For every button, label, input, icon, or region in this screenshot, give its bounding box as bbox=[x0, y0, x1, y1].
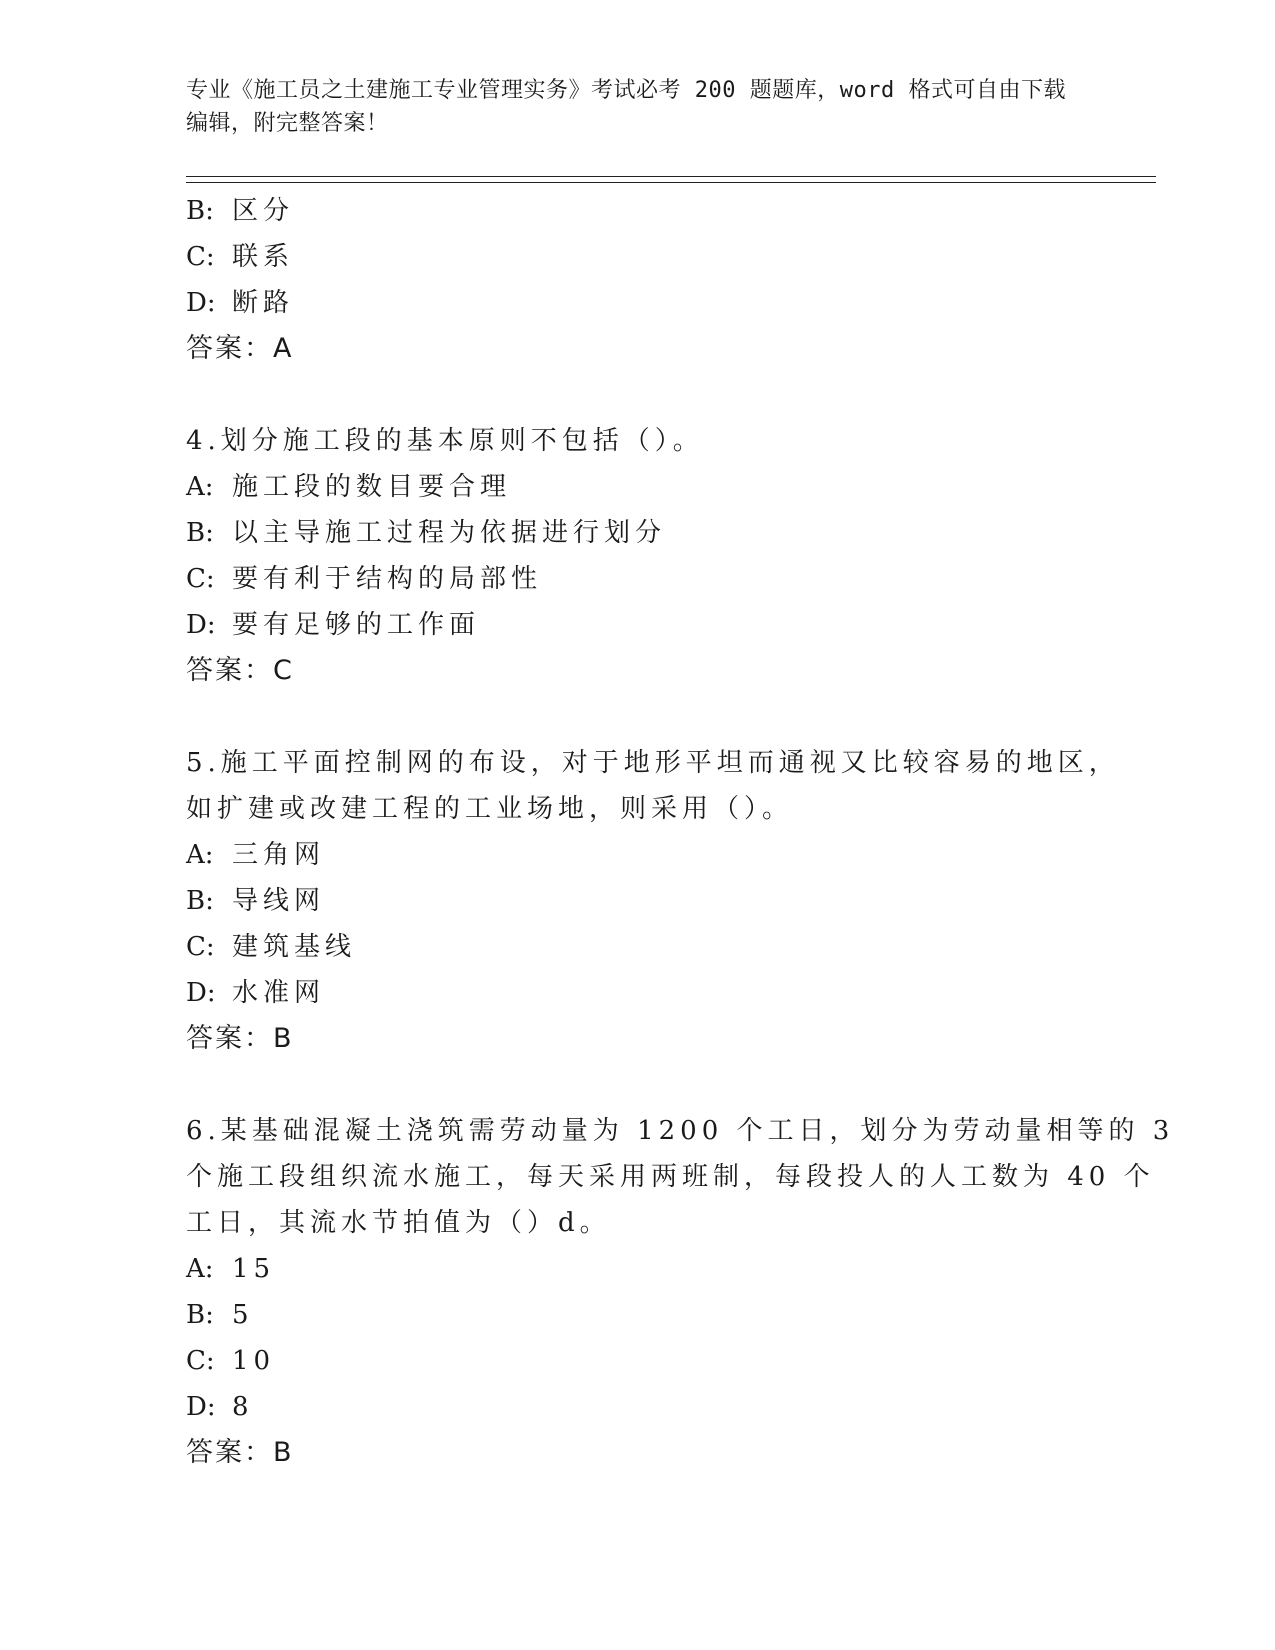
answer-label: 答案：B bbox=[186, 1437, 294, 1468]
option-a bbox=[186, 464, 1086, 510]
option-b bbox=[186, 510, 1086, 556]
option-letter: C: bbox=[186, 932, 215, 962]
option-letter: D: bbox=[186, 1392, 216, 1422]
option-text: 三角网 bbox=[232, 840, 326, 870]
option-letter: C: bbox=[186, 1346, 215, 1376]
option-b bbox=[186, 1292, 1086, 1338]
document-header bbox=[186, 74, 1076, 140]
option-letter: B: bbox=[186, 196, 214, 226]
option-letter: B: bbox=[186, 1300, 214, 1330]
option-letter: A: bbox=[186, 1254, 214, 1284]
option-letter: A: bbox=[186, 840, 214, 870]
option-c bbox=[186, 1338, 1086, 1384]
option-d bbox=[186, 280, 1086, 326]
option-letter: C: bbox=[186, 564, 215, 594]
option-letter: C: bbox=[186, 242, 215, 272]
question-text-line: 6.某基础混凝土浇筑需劳动量为 1200 个工日，划分为劳动量相等的 3 bbox=[186, 1116, 1175, 1146]
option-text: 区分 bbox=[232, 196, 295, 226]
option-d bbox=[186, 970, 1086, 1016]
answer-label: 答案：A bbox=[186, 333, 294, 364]
option-letter: B: bbox=[186, 518, 214, 548]
header-divider-bottom bbox=[186, 182, 1156, 183]
question-text-line: 工日，其流水节拍值为（）d。 bbox=[186, 1208, 611, 1238]
option-b bbox=[186, 878, 1086, 924]
option-text: 水准网 bbox=[232, 978, 326, 1008]
answer-label: 答案：B bbox=[186, 1023, 294, 1054]
option-text: 建筑基线 bbox=[232, 932, 357, 962]
question-text-line: 如扩建或改建工程的工业场地，则采用（）。 bbox=[186, 794, 794, 824]
option-letter: D: bbox=[186, 978, 216, 1008]
option-a bbox=[186, 832, 1086, 878]
option-text: 10 bbox=[232, 1346, 276, 1376]
option-text: 要有足够的工作面 bbox=[232, 610, 481, 640]
question-text: 4.划分施工段的基本原则不包括（）。 bbox=[186, 426, 704, 456]
option-c bbox=[186, 234, 1086, 280]
answer-label: 答案：C bbox=[186, 655, 294, 686]
option-letter: B: bbox=[186, 886, 214, 916]
option-text: 断路 bbox=[232, 288, 295, 318]
option-d bbox=[186, 602, 1086, 648]
question-block-4 bbox=[186, 418, 1086, 694]
option-b bbox=[186, 188, 1086, 234]
option-letter: D: bbox=[186, 288, 216, 318]
question-block-5 bbox=[186, 740, 1120, 1062]
option-text: 5 bbox=[232, 1300, 254, 1330]
option-text: 联系 bbox=[232, 242, 295, 272]
option-text: 15 bbox=[232, 1254, 276, 1284]
option-d bbox=[186, 1384, 1086, 1430]
option-letter: A: bbox=[186, 472, 214, 502]
header-divider-top bbox=[186, 176, 1156, 177]
option-c bbox=[186, 556, 1086, 602]
question-block-6 bbox=[186, 1108, 1175, 1476]
option-text: 要有利于结构的局部性 bbox=[232, 564, 543, 594]
question-block-3 bbox=[186, 188, 1086, 372]
question-text-line: 个施工段组织流水施工，每天采用两班制，每段投人的人工数为 40 个 bbox=[186, 1162, 1155, 1192]
header-title: 专业《施工员之土建施工专业管理实务》考试必考 200 题题库，word 格式可自由下载编辑，附完整答案！ bbox=[186, 78, 1066, 136]
option-letter: D: bbox=[186, 610, 216, 640]
option-text: 导线网 bbox=[232, 886, 326, 916]
option-c bbox=[186, 924, 1086, 970]
question-list bbox=[186, 188, 1175, 1476]
option-a bbox=[186, 1246, 1086, 1292]
option-text: 8 bbox=[232, 1392, 254, 1422]
option-text: 施工段的数目要合理 bbox=[232, 472, 512, 502]
option-text: 以主导施工过程为依据进行划分 bbox=[232, 518, 667, 548]
question-text-line: 5.施工平面控制网的布设，对于地形平坦而通视又比较容易的地区， bbox=[186, 748, 1120, 778]
